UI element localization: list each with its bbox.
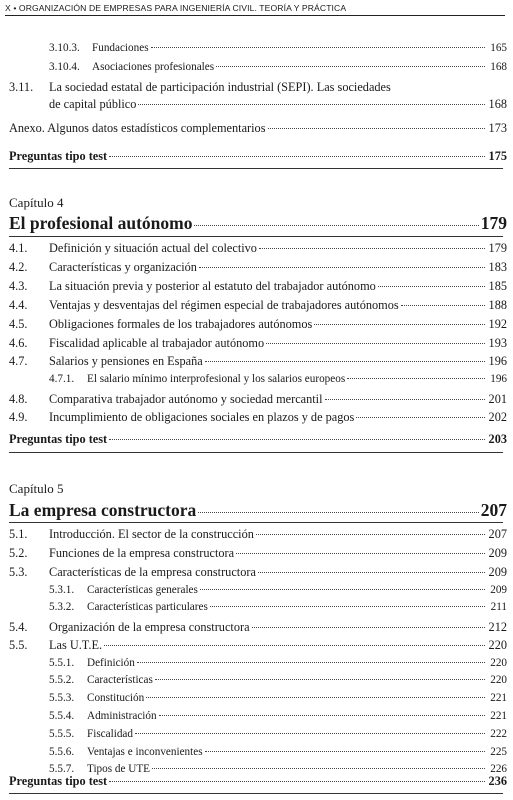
leader-dots <box>200 589 485 590</box>
toc-number: 3.10.4. <box>49 61 80 73</box>
toc-title: Fiscalidad <box>87 728 133 740</box>
toc-number: 4.3. <box>9 279 28 293</box>
toc-page: 209 <box>488 546 507 560</box>
toc-title: Asociaciones profesionales <box>92 61 215 73</box>
chapter-title: El profesional autónomo <box>9 213 193 233</box>
toc-page: 202 <box>488 410 507 424</box>
toc-page: 221 <box>490 692 507 704</box>
toc-page: 222 <box>490 728 507 740</box>
leader-dots <box>146 697 485 698</box>
toc-entry[interactable] <box>49 746 507 759</box>
toc-page: 207 <box>480 500 507 520</box>
toc-page: 173 <box>488 121 507 135</box>
toc-title: Preguntas tipo test <box>9 149 108 163</box>
toc-number: 4.8. <box>9 392 28 406</box>
toc-page: 196 <box>490 373 507 385</box>
toc-entry-anexo[interactable] <box>9 121 507 135</box>
toc-entry[interactable] <box>9 260 507 274</box>
toc-title: Administración <box>87 710 157 722</box>
toc-title: Ventajas e inconvenientes <box>87 746 203 758</box>
toc-number: 5.5. <box>9 638 28 652</box>
toc-number: 4.1. <box>9 241 28 255</box>
toc-title: Preguntas tipo test <box>9 774 108 788</box>
toc-title: Organización de la empresa constructora <box>49 620 250 634</box>
toc-number: 5.3.1. <box>49 584 75 596</box>
toc-number: 4.2. <box>9 260 28 274</box>
toc-entry-preguntas-4[interactable] <box>9 432 507 446</box>
toc-entry[interactable] <box>9 279 507 293</box>
toc-entry[interactable] <box>49 373 507 386</box>
toc-page: 193 <box>488 336 507 350</box>
divider <box>9 452 503 453</box>
toc-title: Definición y situación actual del colectivo <box>49 241 257 255</box>
toc-page: 179 <box>488 241 507 255</box>
leader-dots <box>138 104 485 105</box>
toc-title: Las U.T.E. <box>49 638 103 652</box>
leader-dots <box>205 751 485 752</box>
chapter-4-heading[interactable] <box>9 213 507 233</box>
divider <box>9 522 503 523</box>
toc-title-line1: La sociedad estatal de participación industrial (SEPI). Las sociedades <box>49 80 391 94</box>
toc-page: 209 <box>490 584 507 596</box>
toc-page: 175 <box>488 149 507 163</box>
leader-dots <box>378 286 485 287</box>
toc-page: 201 <box>488 392 507 406</box>
toc-title: Tipos de UTE <box>87 763 150 775</box>
toc-number: 3.10.3. <box>49 42 80 54</box>
toc-entry[interactable] <box>9 336 507 350</box>
toc-number: 5.5.7. <box>49 763 75 775</box>
toc-title: Fundaciones <box>92 42 149 54</box>
toc-entry[interactable] <box>9 298 507 312</box>
leader-dots <box>258 572 485 573</box>
toc-page: 220 <box>490 657 507 669</box>
toc-page: 207 <box>488 527 507 541</box>
toc-number: 4.7.1. <box>49 373 75 385</box>
toc-entry[interactable] <box>49 710 507 723</box>
toc-title: Características y organización <box>49 260 197 274</box>
toc-page: 188 <box>488 298 507 312</box>
toc-number: 5.5.5. <box>49 728 75 740</box>
toc-page: 168 <box>490 61 507 73</box>
toc-title: Anexo. Algunos datos estadísticos complementarios <box>9 121 266 135</box>
toc-title: La situación previa y posterior al estatuto del trabajador autónomo <box>49 279 376 293</box>
toc-title: Funciones de la empresa constructora <box>49 546 235 560</box>
toc-entry[interactable] <box>9 565 507 579</box>
leader-dots <box>256 534 485 535</box>
toc-page: 185 <box>488 279 507 293</box>
leader-dots <box>104 645 485 646</box>
chapter-5-label: Capítulo 5 <box>9 481 64 496</box>
leader-dots <box>205 361 485 362</box>
toc-entry-3-10-3[interactable] <box>49 42 507 55</box>
toc-entry[interactable] <box>9 392 507 406</box>
toc-entry[interactable] <box>9 620 507 634</box>
toc-entry[interactable] <box>49 674 507 687</box>
toc-title: Características particulares <box>87 601 208 613</box>
toc-number: 5.2. <box>9 546 28 560</box>
leader-dots <box>356 417 485 418</box>
toc-number: 4.6. <box>9 336 28 350</box>
toc-number: 5.4. <box>9 620 28 634</box>
toc-page: 168 <box>488 97 507 111</box>
toc-entry[interactable] <box>9 638 507 652</box>
divider <box>9 236 503 237</box>
toc-title: Fiscalidad aplicable al trabajador autónomo <box>49 336 265 350</box>
toc-entry-preguntas-3[interactable] <box>9 149 507 163</box>
toc-number: 4.9. <box>9 410 28 424</box>
leader-dots <box>216 66 485 67</box>
toc-page: 165 <box>490 42 507 54</box>
running-header: X • ORGANIZACIÓN DE EMPRESAS PARA INGENIERÍA CIVIL. TEORÍA Y PRÁCTICA <box>5 3 505 16</box>
toc-entry[interactable] <box>9 354 507 368</box>
toc-title: Salarios y pensiones en España <box>49 354 203 368</box>
leader-dots <box>152 768 485 769</box>
toc-number: 5.5.4. <box>49 710 75 722</box>
toc-number: 5.5.2. <box>49 674 75 686</box>
toc-page: 236 <box>488 774 507 788</box>
leader-dots <box>314 324 485 325</box>
toc-title-line2-row <box>49 97 507 111</box>
toc-entry[interactable] <box>49 657 507 670</box>
chapter-title: La empresa constructora <box>9 500 197 520</box>
toc-title: Características generales <box>87 584 198 596</box>
toc-entry[interactable] <box>9 527 507 541</box>
divider <box>9 793 503 794</box>
toc-number: 5.5.3. <box>49 692 75 704</box>
leader-dots <box>151 47 485 48</box>
toc-title: Obligaciones formales de los trabajadores autónomos <box>49 317 313 331</box>
toc-title: Definición <box>87 657 135 669</box>
toc-page: 212 <box>488 620 507 634</box>
toc-page: 226 <box>490 763 507 775</box>
toc-number: 3.11. <box>9 80 34 94</box>
toc-title: Ventajas y desventajas del régimen especial de trabajadores autónomos <box>49 298 399 312</box>
leader-dots <box>194 225 478 226</box>
toc-number: 4.5. <box>9 317 28 331</box>
toc-entry[interactable] <box>9 546 507 560</box>
toc-page: 225 <box>490 746 507 758</box>
toc-title: Introducción. El sector de la construcción <box>49 527 254 541</box>
chapter-5-heading[interactable] <box>9 500 507 520</box>
toc-page: 211 <box>490 601 507 613</box>
leader-dots <box>401 305 485 306</box>
toc-entry[interactable] <box>9 241 507 255</box>
toc-entry-preguntas-5[interactable] <box>9 774 507 788</box>
toc-number: 5.5.6. <box>49 746 75 758</box>
toc-page: 192 <box>488 317 507 331</box>
toc-title: El salario mínimo interprofesional y los salarios europeos <box>87 373 346 385</box>
toc-entry[interactable] <box>9 317 507 331</box>
toc-page: 209 <box>488 565 507 579</box>
toc-title-line2: de capital público <box>49 97 137 111</box>
leader-dots <box>135 733 485 734</box>
leader-dots <box>266 343 485 344</box>
leader-dots <box>199 267 485 268</box>
toc-entry[interactable] <box>9 410 507 424</box>
leader-dots <box>137 662 485 663</box>
toc-entry-3-10-4[interactable] <box>49 61 507 74</box>
toc-title: Incumplimiento de obligaciones sociales en plazos y de pagos <box>49 410 355 424</box>
leader-dots <box>198 512 478 513</box>
toc-entry[interactable] <box>49 601 507 614</box>
leader-dots <box>347 378 485 379</box>
toc-number: 5.3.2. <box>49 601 75 613</box>
leader-dots <box>252 627 485 628</box>
toc-number: 5.5.1. <box>49 657 75 669</box>
toc-entry[interactable] <box>49 584 507 597</box>
toc-page: 183 <box>488 260 507 274</box>
toc-page: 203 <box>488 432 507 446</box>
toc-entry[interactable] <box>49 728 507 741</box>
leader-dots <box>109 439 485 440</box>
leader-dots <box>109 156 485 157</box>
leader-dots <box>268 128 486 129</box>
toc-number: 5.1. <box>9 527 28 541</box>
toc-number: 4.4. <box>9 298 28 312</box>
toc-title: Constitución <box>87 692 145 704</box>
toc-title: Comparativa trabajador autónomo y sociedad mercantil <box>49 392 323 406</box>
chapter-4-label: Capítulo 4 <box>9 195 64 210</box>
toc-page: 220 <box>490 674 507 686</box>
toc-number: 5.3. <box>9 565 28 579</box>
toc-page: 179 <box>480 213 507 233</box>
divider <box>9 168 503 169</box>
leader-dots <box>109 781 485 782</box>
toc-entry[interactable] <box>49 692 507 705</box>
leader-dots <box>210 606 485 607</box>
leader-dots <box>325 399 485 400</box>
toc-page: 196 <box>488 354 507 368</box>
toc-page: 221 <box>490 710 507 722</box>
leader-dots <box>236 553 485 554</box>
toc-number: 4.7. <box>9 354 28 368</box>
toc-title: Preguntas tipo test <box>9 432 108 446</box>
leader-dots <box>155 679 485 680</box>
leader-dots <box>259 248 485 249</box>
toc-title: Características <box>87 674 153 686</box>
toc-page: 220 <box>488 638 507 652</box>
leader-dots <box>159 715 485 716</box>
toc-title: Características de la empresa constructora <box>49 565 256 579</box>
